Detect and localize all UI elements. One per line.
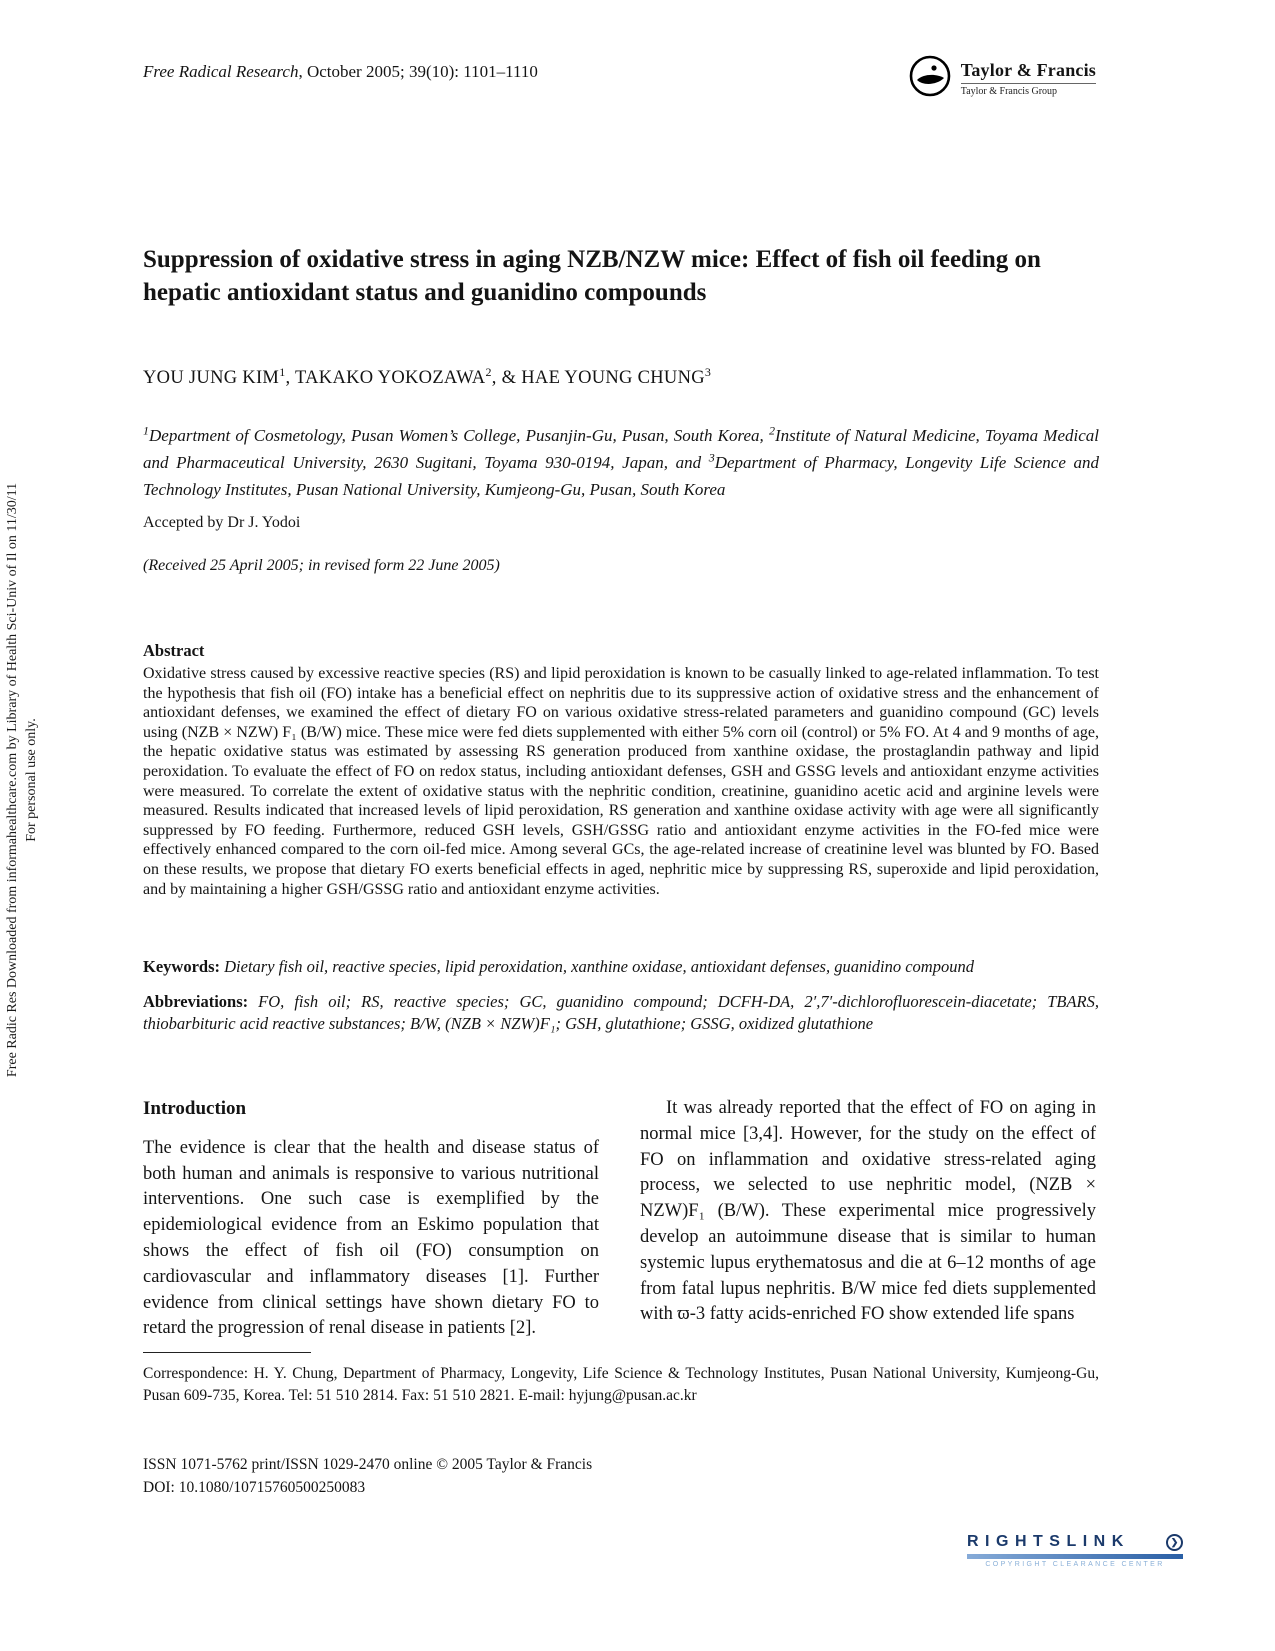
rightslink-bar xyxy=(967,1554,1183,1559)
authors-line xyxy=(143,364,712,389)
page-header xyxy=(143,54,1096,103)
journal-name: Free Radical Research xyxy=(143,62,299,81)
abstract-text: Oxidative stress caused by excessive reactive species (RS) and lipid peroxidation is known to be casually linked to age-related inflammation. To test the hypothesis that fish oil (FO) intake has a beneficial effect on nephritis due to its suppressive action of oxidative stress and the enhancement of antioxidant defenses, we examined the effect of dietary FO on various oxidative stress-related parameters and guanidino compound (GC) levels using (NZB × NZW) F₁ (B/W) mice. These mice were fed diets supplemented with either 5% corn oil (control) or 5% FO. At 4 and 9 months of age, the hepatic oxidative status was estimated by assessing RS generation produced from xanthine oxidase, the prostaglandin pathway and lipid peroxidation. To evaluate the effect of FO on redox status, including antioxidant defenses, GSH and GSSG levels and antioxidant enzyme activities were measured. To correlate the extent of oxidative status with the nephritic condition, creatinine, guanidino acetic acid and arginine levels were measured. Results indicated that increased levels of lipid peroxidation, RS generation and xanthine oxidase activity with age were all significantly suppressed by FO feeding. Furthermore, reduced GSH levels, GSH/GSSG ratio and antioxidant enzyme activities in the FO-fed mice were effectively enhanced compared to the corn oil-fed mice. Among several GCs, the age-related increase of creatinine level was blunted by FO. Based on these results, we propose that dietary FO exerts beneficial effects in aged, nephritic mice by suppressing RS, superoxide and lipid peroxidation, and by maintaining a higher GSH/GSSG ratio and antioxidant enzyme activities. xyxy=(143,665,1099,898)
abbreviations-text: FO, fish oil; RS, reactive species; GC, guanidino compound; DCFH-DA, 2′,7′-dichlorofluorescein-diacetate; TBARS, thiobarbituric acid reactive substances; B/W, (NZB × NZW)F₁; GSH, glutathione; GSSG, oxidized glutathione xyxy=(143,992,1099,1033)
issn-doi-block xyxy=(143,1453,592,1499)
author-name: , TAKAKO YOKOZAWA xyxy=(285,368,486,388)
affiliation-text: Department of Pharmacy, Longevity Life Science and Technology Institutes, Pusan National University, Kumjeong-Gu, Pusan, South Korea xyxy=(143,453,1099,499)
correspondence-text: Correspondence: H. Y. Chung, Department of Pharmacy, Longevity, Life Science & Technology Institutes, Pusan National University, Kumjeong-Gu, Pusan 609-735, Korea. Tel: 51 510 2814. Fax: 51 510 2821. E-mail: hyjung@pusan.ac.kr xyxy=(143,1365,1099,1404)
article-title: Suppression of oxidative stress in aging NZB/NZW mice: Effect of fish oil feeding on hepatic antioxidant status and guanidino compounds xyxy=(143,246,1041,306)
right-column xyxy=(640,1096,1096,1342)
introduction-paragraph-left: The evidence is clear that the health and disease status of both human and animals is responsive to various nutritional interventions. One such case is exemplified by the epidemiological evidence from an Eskimo population that shows the effect of fish oil (FO) consumption on cardiovascular and inflammatory diseases [1]. Further evidence from clinical settings have shown dietary FO to retard the progression of renal disease in patients [2]. xyxy=(143,1137,599,1339)
author-affiliation-sup: 3 xyxy=(704,364,712,379)
affiliation-sup: 1 xyxy=(143,423,149,438)
publisher-name: Taylor & Francis xyxy=(960,60,1096,80)
taylor-francis-logo xyxy=(908,54,1096,103)
author-affiliation-sup: 2 xyxy=(485,364,492,379)
author-name: YOU JUNG KIM xyxy=(143,368,280,388)
introduction-paragraph-right: It was already reported that the effect of FO on aging in normal mice [3,4]. However, for the study on the effect of FO on inflammation and oxidative stress-related aging process, we selected to use nephritic model, (NZB × NZW)F₁ (B/W). These experimental mice progressively develop an autoimmune disease that is similar to human systemic lupus erythematosus and die at 6–12 months of age from fatal lupus nephritis. B/W mice fed diets supplemented with ϖ-3 fatty acids-enriched FO show extended life spans xyxy=(640,1098,1096,1325)
affiliation-sup: 2 xyxy=(768,423,775,438)
body-columns xyxy=(143,1096,1096,1342)
rightslink-text: RIGHTSLINK xyxy=(967,1533,1130,1550)
footnote-rule xyxy=(143,1352,311,1353)
doi-line: DOI: 10.1080/10715760500250083 xyxy=(143,1479,366,1496)
abstract-heading: Abstract xyxy=(143,641,205,660)
journal-citation xyxy=(143,54,538,82)
rightslink-subtext: COPYRIGHT CLEARANCE CENTER xyxy=(985,1561,1165,1568)
abbreviations-label: Abbreviations: xyxy=(143,992,249,1011)
author-affiliation-sup: 1 xyxy=(279,364,286,379)
affiliation-sup: 3 xyxy=(708,450,715,465)
taylor-francis-wordmark xyxy=(961,60,1096,97)
affiliations xyxy=(143,422,1099,503)
keywords-text: Dietary fish oil, reactive species, lipid peroxidation, xanthine oxidase, antioxidant defenses, guanidino compound xyxy=(224,957,974,976)
taylor-francis-globe-icon xyxy=(908,54,952,103)
rightslink-wordmark xyxy=(967,1533,1183,1551)
affiliation-text: Institute of Natural Medicine, Toyama Medical and Pharmaceutical University, 2630 Sugitani, Toyama 930-0194, Japan, and xyxy=(143,426,1100,472)
issn-line: ISSN 1071-5762 print/ISSN 1029-2470 online © 2005 Taylor & Francis xyxy=(143,1456,593,1473)
introduction-heading: Introduction xyxy=(143,1098,247,1119)
accepted-by-note: Accepted by Dr J. Yodoi xyxy=(143,514,301,531)
affiliation-text: Department of Cosmetology, Pusan Women’s College, Pusanjin-Gu, Pusan, South Korea, xyxy=(149,426,769,445)
rightslink-arrow-icon: ❯ xyxy=(1166,1534,1183,1551)
abstract-section xyxy=(143,641,1099,899)
keywords-label: Keywords: xyxy=(143,957,220,976)
publisher-group: Taylor & Francis Group xyxy=(961,83,1096,97)
left-column xyxy=(143,1096,599,1342)
correspondence-footnote xyxy=(143,1352,1099,1407)
abbreviations-line xyxy=(143,991,1099,1035)
download-notice-line2: For personal use only. xyxy=(24,718,39,842)
received-dates-note: (Received 25 April 2005; in revised form 22 June 2005) xyxy=(143,557,500,574)
download-notice xyxy=(3,415,41,1145)
rightslink-logo[interactable] xyxy=(967,1533,1183,1568)
journal-citation-detail: , October 2005; 39(10): 1101–1110 xyxy=(298,62,538,81)
keywords-line xyxy=(143,957,1099,977)
download-notice-line1: Free Radic Res Downloaded from informahealthcare.com by Library of Health Sci-Univ of Il on 11/30/11 xyxy=(5,482,20,1078)
author-name: , & HAE YOUNG CHUNG xyxy=(491,368,705,388)
